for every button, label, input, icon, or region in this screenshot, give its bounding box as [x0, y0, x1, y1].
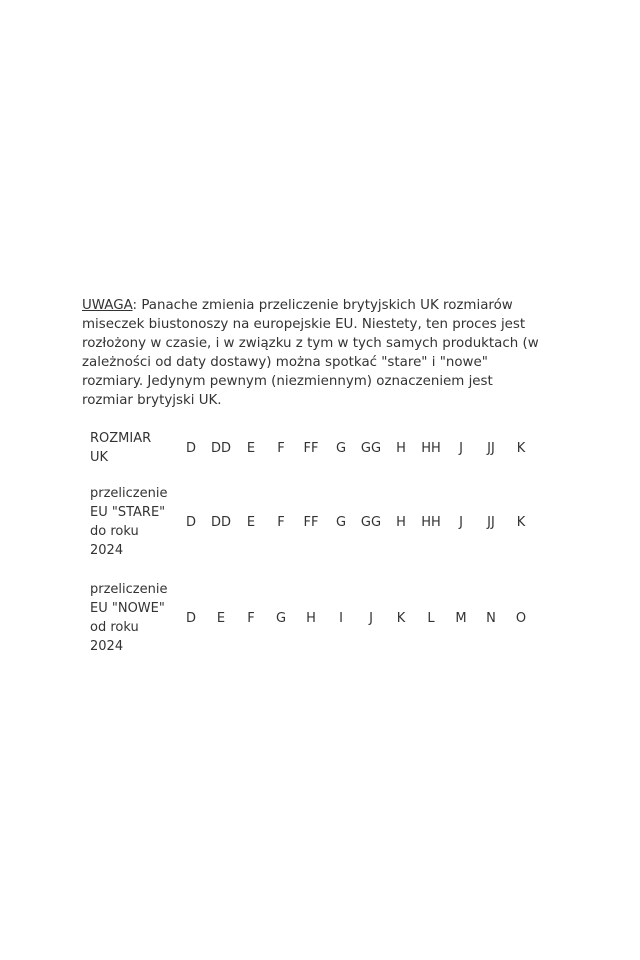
table-cell: JJ: [487, 514, 495, 530]
table-cell: G: [275, 610, 287, 626]
table-row-eu-new: [86, 566, 536, 662]
table-cell: L: [427, 610, 435, 626]
table-cell: E: [246, 440, 256, 456]
table-cell: M: [455, 610, 467, 626]
table-row-eu-old: [86, 470, 536, 566]
table-cell: O: [515, 610, 527, 626]
table-cell: H: [396, 514, 406, 530]
table-cell: D: [185, 440, 196, 456]
table-cell: DD: [210, 514, 232, 530]
table-cell: E: [246, 514, 256, 530]
table-cell: F: [277, 440, 285, 456]
table-cell: H: [396, 440, 406, 456]
table-cell: K: [516, 514, 526, 530]
row-header-uk: ROZMIAR UK: [90, 431, 152, 465]
row-header-eu-new: przeliczenie EU "NOWE" od roku 2024: [90, 582, 168, 654]
size-conversion-table: [86, 426, 536, 662]
table-cell: GG: [360, 514, 382, 530]
table-cell: HH: [421, 514, 441, 530]
table-cell: FF: [303, 440, 319, 456]
notice-label: UWAGA: [82, 298, 133, 313]
table-cell: HH: [421, 440, 441, 456]
table-cell: F: [247, 610, 255, 626]
table-cell: D: [185, 514, 196, 530]
table-cell: J: [369, 610, 373, 626]
table-cell: G: [335, 440, 347, 456]
table-cell: N: [486, 610, 496, 626]
notice-text: : Panache zmienia przeliczenie brytyjskich UK rozmiarów miseczek biustonoszy na europejskie EU. Niestety, ten proces jest rozłożony w czasie, i w związku z tym w tych samych produktach (w zależności od daty dostawy) można spotkać "stare" i "nowe" rozmiary. Jedynym pewnym (niezmiennym) oznaczeniem jest rozmiar brytyjski UK.: [82, 298, 539, 408]
table-cell: E: [216, 610, 226, 626]
row-header-eu-old: przeliczenie EU "STARE" do roku 2024: [90, 486, 168, 558]
table-cell: G: [335, 514, 347, 530]
table-cell: FF: [303, 514, 319, 530]
table-cell: K: [516, 440, 526, 456]
table-cell: K: [396, 610, 406, 626]
table-row-uk: [86, 426, 536, 470]
table-cell: J: [459, 514, 463, 530]
table-cell: J: [459, 440, 463, 456]
notice-paragraph: [82, 296, 542, 410]
table-cell: GG: [360, 440, 382, 456]
table-cell: I: [339, 610, 343, 626]
table-cell: JJ: [487, 440, 495, 456]
table-cell: DD: [210, 440, 232, 456]
table-cell: H: [306, 610, 316, 626]
table-cell: F: [277, 514, 285, 530]
table-cell: D: [185, 610, 196, 626]
